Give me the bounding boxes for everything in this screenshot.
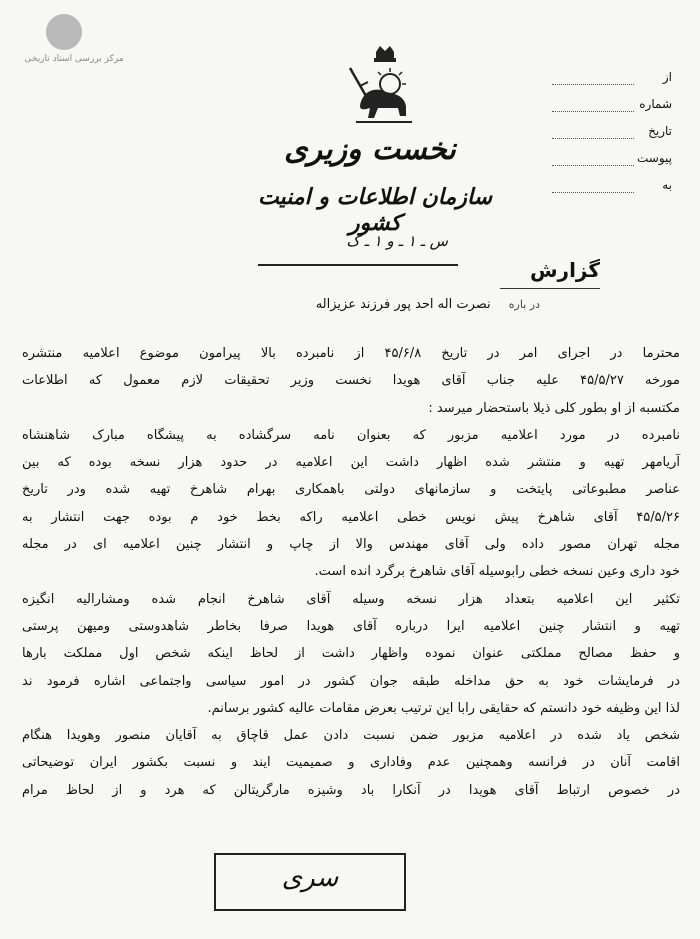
- organization-title: نخست وزیری: [284, 132, 456, 167]
- date-label: تاریخ: [648, 124, 672, 138]
- body-line: نامبرده در مورد اعلامیه مزبور که بعنوان نامه سرگشاده به پیشگاه مبارک شاهنشاه: [22, 427, 680, 443]
- watermark-text: مرکز بررسی اسناد تاریخی: [24, 54, 124, 64]
- attachment-label: پیوست: [637, 151, 672, 165]
- body-line: خود داری وعین نسخه خطی رابوسیله آقای شاهرخ برگرد انده است.: [314, 564, 680, 580]
- body-line: آریامهر تهیه و منتشر شده اظهار داشت این اعلامیه در حدود هزار نسخه بوده که بین: [22, 455, 680, 471]
- body-line: مکتسبه از او بطور کلی ذیلا باستحضار میرسد :: [428, 400, 680, 416]
- from-label: از: [662, 70, 672, 84]
- meta-from: [582, 66, 672, 93]
- classification-stamp: [214, 853, 406, 911]
- body-line: در فرمایشات خود به حق مداخله طبقه جوان کشور در امور سیاسی واجتماعی اشاره فرمود ند: [22, 673, 680, 689]
- body-line: در خصوص ارتباط آقای هویدا در آنکارا باد وشیزه مارگریتالن که هرد و از لحاظ مرام: [22, 782, 680, 798]
- subject-text: نصرت اله احد پور فرزند عزیزاله: [315, 297, 491, 312]
- subject-prefix: در باره: [508, 298, 540, 311]
- body-line: مورخه ۴۵/۵/۲۷ علیه جناب آقای هویدا نخست وزیر تحقیقات لازم معمول که اطلاعات: [22, 373, 680, 389]
- meta-attachment: [582, 147, 672, 174]
- stamp-text: س ـ ۱ ـ و ۱ ـ ک: [346, 232, 448, 250]
- meta-number: [582, 93, 672, 120]
- body-line: تهیه و انتشار چنین اعلامیه ایرا درباره آقای هویدا صرفا بخاطر شاهدوستی ومیهن پرستی: [22, 618, 680, 634]
- office-stamp: [258, 226, 458, 266]
- body-line: اقامت آنان در فرانسه وهمچنین عدم وفاداری و صمیمیت ایند و نسبت بکشور ایران توضیحاتی: [22, 755, 680, 771]
- body-line: لذا این وظیفه خود دانستم که حقایقی رابا این ترتیب بعرض مقامات عالیه کشور برسانم.: [207, 700, 680, 716]
- body-line: عناصر مطبوعاتی پایتخت و سازمانهای دولتی باهمکاری بهرام شاهرخ تهیه شده ودر تاریخ: [22, 482, 680, 498]
- number-label: شماره: [639, 97, 672, 111]
- body-line: مجله تهران مصور داده ولی آقای مهندس والا از چاپ و انتشار چنین اعلامیه ای در مجله: [22, 537, 680, 553]
- report-heading: گزارش: [529, 258, 600, 282]
- lion-and-sun-emblem-icon: [340, 44, 430, 134]
- meta-date: [582, 120, 672, 147]
- report-heading-underline: [500, 288, 600, 289]
- letter-meta-fields: [582, 66, 672, 201]
- body-line: ۴۵/۵/۲۶ آقای شاهرخ پیش نویس خطی اعلامیه راکه بخط خود م بوده جهت انتشار به: [22, 509, 680, 525]
- report-body: [22, 340, 680, 804]
- body-line: شخص یاد شده در اعلامیه مزبور ضمن نسبت دادن عمل قاچاق به آقایان منصور وهویدا هنگام: [22, 728, 680, 744]
- organization-subtitle: سازمان اطلاعات و امنیت کشور: [257, 184, 493, 236]
- body-line: و حفظ مصالح مملکتی عنوان نموده واظهار داشت از لحاظ اینکه شخص اول مملکت بارها: [22, 646, 680, 662]
- body-line: تکثیر این اعلامیه بتعداد هزار نسخه وسیله آقای شاهرخ انجام شده ومشارالیه انگیزه: [22, 591, 680, 607]
- classification-text: سری: [281, 863, 339, 893]
- archive-logo-icon: [46, 14, 82, 50]
- body-line: محترما در اجرای امر در تاریخ ۴۵/۶/۸ از نامبرده بالا پیرامون موضوع اعلامیه منتشره: [22, 346, 680, 361]
- report-subject: [140, 297, 540, 312]
- archive-watermark: [14, 14, 134, 74]
- meta-to: [582, 174, 672, 201]
- to-label: به: [662, 178, 672, 192]
